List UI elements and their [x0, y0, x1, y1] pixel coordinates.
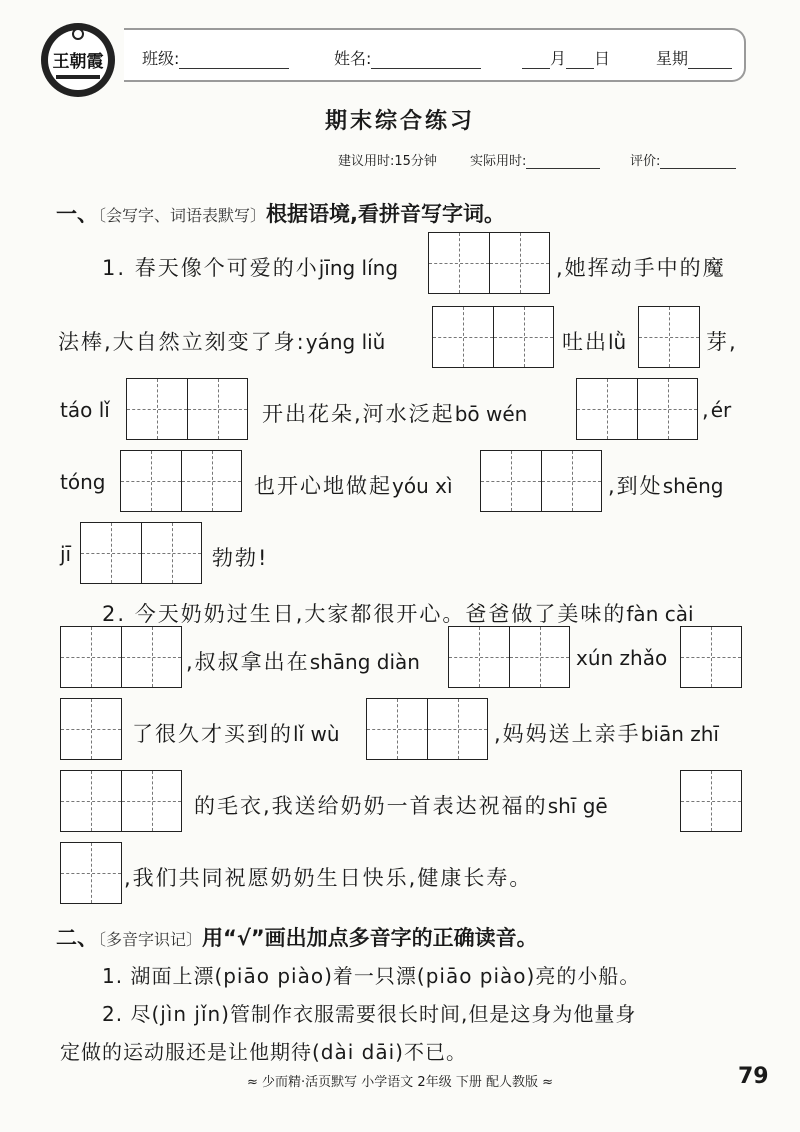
q1-line3-pinyin: táo lǐ [60, 398, 110, 422]
q1-line1-text: 1. 春天像个可爱的小jīng líng [102, 256, 399, 280]
answer-box-liwu[interactable] [366, 698, 488, 760]
q1-line2-mid: 吐出lǜ [562, 330, 627, 354]
answer-box-bowen[interactable] [576, 378, 698, 440]
q1-line3-text: 开出花朵,河水泛起bō wén [262, 402, 528, 426]
footer-text: ≈ 少而精·活页默写 小学语文 2年级 下册 配人教版 ≈ [247, 1075, 553, 1090]
section1-tag: 〔会写字、词语表默写〕 [98, 206, 267, 225]
date-field[interactable]: 月 日 [522, 46, 610, 69]
q1-line5-text: 勃勃! [212, 546, 269, 570]
name-field[interactable]: 姓名: [334, 46, 481, 69]
weekday-field[interactable]: 星期 [656, 46, 732, 69]
answer-box-taoli[interactable] [126, 378, 248, 440]
student-info-bar [124, 28, 746, 82]
q2-line1-text: 2. 今天奶奶过生日,大家都很开心。爸爸做了美味的fàn cài [102, 602, 694, 626]
q2-line3-text: 了很久才买到的lǐ wù [132, 722, 340, 746]
q1-line1-end: ,她挥动手中的魔 [556, 256, 726, 280]
answer-box-ertong[interactable] [120, 450, 242, 512]
answer-box-xunzhao-2[interactable] [60, 698, 122, 760]
section2-q1: 1. 湖面上漂(piāo piào)着一只漂(piāo piào)亮的小船。 [102, 964, 641, 988]
q2-line5-text: ,我们共同祝愿奶奶生日快乐,健康长寿。 [124, 866, 533, 890]
answer-box-lv[interactable] [638, 306, 700, 368]
section2-q2-line1: 2. 尽(jìn jǐn)管制作衣服需要很长时间,但是这身为他量身 [102, 1002, 637, 1026]
q2-line2-pinyin: xún zhǎo [576, 646, 668, 670]
answer-box-shige-2[interactable] [60, 842, 122, 904]
suggested-time: 建议用时:15分钟 [338, 154, 437, 169]
answer-box-fancai[interactable] [60, 626, 182, 688]
section2-heading: 二、〔多音字识记〕用“√”画出加点多音字的正确读音。 [56, 926, 538, 950]
answer-box-shangdian[interactable] [448, 626, 570, 688]
answer-box-shengji[interactable] [80, 522, 202, 584]
logo-text: 王朝霞 [52, 52, 104, 72]
q1-line5-pinyin: jī [60, 542, 72, 566]
answer-box-shige-1[interactable] [680, 770, 742, 832]
section2-q2-line2: 定做的运动服还是让他期待(dài dāi)不已。 [60, 1040, 467, 1064]
q2-line2-text: ,叔叔拿出在shāng diàn [186, 650, 420, 674]
answer-box-jingling[interactable] [428, 232, 550, 294]
brand-logo [38, 20, 118, 100]
section1-heading: 一、〔会写字、词语表默写〕根据语境,看拼音写字词。 [56, 202, 505, 226]
q1-line4-text: 也开心地做起yóu xì [254, 474, 453, 498]
answer-box-bianzhi[interactable] [60, 770, 182, 832]
page-title: 期末综合练习 [324, 109, 475, 134]
q1-line3-end: ,ér [702, 398, 732, 422]
answer-box-yangliu[interactable] [432, 306, 554, 368]
q2-line4-text: 的毛衣,我送给奶奶一首表达祝福的shī gē [194, 794, 608, 818]
evaluation-field[interactable]: 评价: [630, 150, 736, 169]
section2-tag: 〔多音字识记〕 [98, 930, 203, 949]
q2-line3-end: ,妈妈送上亲手biān zhī [494, 722, 719, 746]
answer-box-xunzhao-1[interactable] [680, 626, 742, 688]
q1-line2-end: 芽, [706, 330, 738, 354]
q1-line4-pinyin: tóng [60, 470, 106, 494]
q1-line4-end: ,到处shēng [608, 474, 724, 498]
q1-line2-text: 法棒,大自然立刻变了身:yáng liǔ [58, 330, 386, 354]
page-number: 79 [738, 1064, 769, 1089]
class-field[interactable]: 班级: [142, 46, 289, 69]
answer-box-youxi[interactable] [480, 450, 602, 512]
actual-time-field[interactable]: 实际用时: [470, 150, 600, 169]
